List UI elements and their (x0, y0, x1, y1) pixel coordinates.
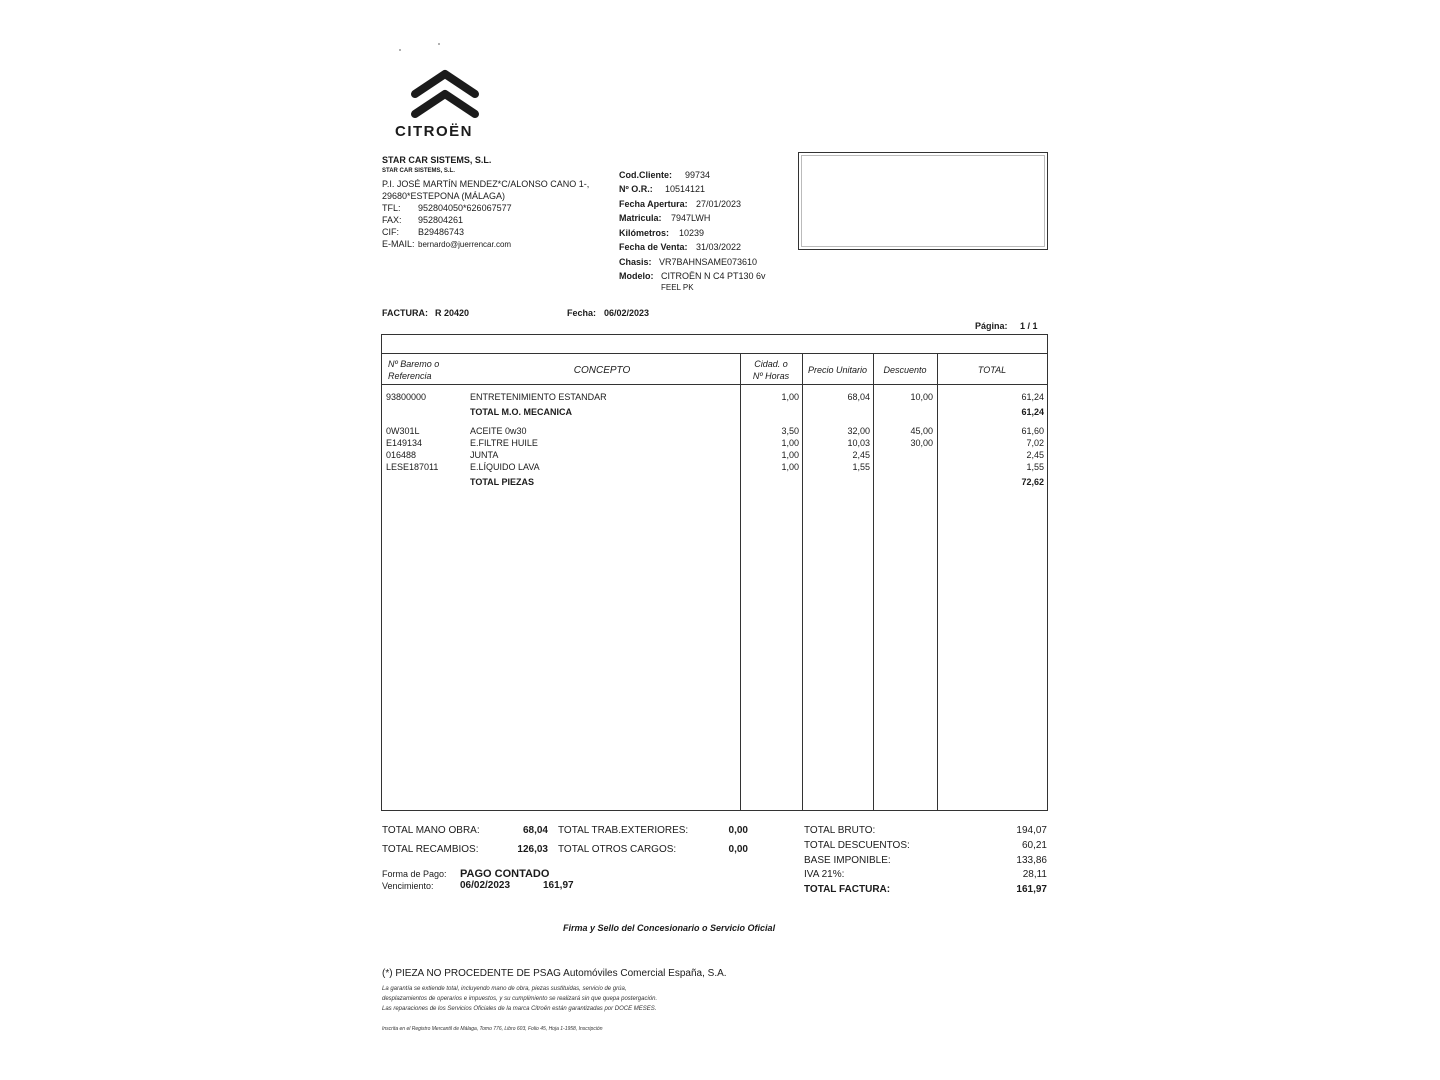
company-email: bernardo@juerrencar.com (418, 240, 512, 249)
descuentos-label: TOTAL DESCUENTOS: (804, 840, 910, 851)
factura-number: R 20420 (435, 308, 470, 318)
header-precio-unitario: Precio Unitario (807, 365, 868, 375)
kilometros: 10239 (679, 228, 705, 238)
company-tel-label: TFL: (382, 203, 401, 213)
kilometros-label: Kilómetros: (619, 228, 670, 238)
pagina: 1 / 1 (1020, 321, 1038, 331)
row-concepto: TOTAL M.O. MECANICA (470, 407, 572, 417)
company-cif-label: CIF: (382, 227, 399, 237)
header-descuento: Descuento (883, 365, 927, 375)
header-referencia-2: Referencia (388, 371, 432, 381)
row-precio: 68,04 (847, 392, 870, 402)
row-total: 72,62 (1021, 477, 1044, 487)
company-email-label: E-MAIL: (382, 239, 415, 249)
matricula: 7947LWH (671, 213, 711, 223)
fecha-apertura: 27/01/2023 (696, 199, 742, 209)
header-referencia-1: Nº Baremo o (388, 359, 440, 369)
row-referencia: E149134 (386, 438, 423, 448)
legal-line-1: La garantía se extiende total, incluyendo mano de obra, piezas sustituidas, servicio de grúa, (382, 986, 627, 992)
modelo-line-2: FEEL PK (661, 283, 694, 292)
fecha-venta: 31/03/2022 (696, 242, 742, 252)
address-window (798, 152, 1048, 250)
row-concepto: JUNTA (470, 450, 499, 460)
company-fax: 952804261 (418, 215, 464, 225)
modelo-label: Modelo: (619, 271, 654, 281)
row-total: 2,45 (1026, 450, 1044, 460)
descuentos: 60,21 (1021, 840, 1047, 851)
signature-caption: Firma y Sello del Concesionario o Servicio Oficial (563, 923, 776, 933)
row-concepto: E.LÍQUIDO LAVA (470, 462, 540, 472)
company-fax-label: FAX: (382, 215, 402, 225)
iva: 28,11 (1022, 869, 1047, 880)
row-total: 61,24 (1021, 407, 1044, 417)
row-total: 61,60 (1021, 426, 1044, 436)
scan-speck (399, 49, 401, 51)
row-precio: 2,45 (852, 450, 870, 460)
company-address-2: 29680*ESTEPONA (MÁLAGA) (382, 191, 506, 201)
forma-pago: PAGO CONTADO (460, 868, 550, 880)
row-referencia: 0W301L (386, 426, 420, 436)
brand-logo (395, 66, 495, 142)
row-precio: 1,55 (852, 462, 870, 472)
base: 133,86 (1016, 855, 1047, 866)
forma-pago-label: Forma de Pago: (382, 869, 447, 879)
company-subname: STAR CAR SISTEMS, S.L. (382, 168, 455, 174)
chasis: VR7BAHNSAME073610 (659, 257, 758, 267)
otros-label: TOTAL OTROS CARGOS: (558, 844, 677, 855)
mano-obra: 68,04 (522, 825, 548, 836)
vencimiento-label: Vencimiento: (382, 881, 434, 891)
header-cantidad-2: Nº Horas (752, 371, 790, 381)
factura-total: 161,97 (1016, 884, 1047, 895)
row-precio: 32,00 (847, 426, 870, 436)
row-concepto: ENTRETENIMIENTO ESTANDAR (470, 392, 607, 402)
citroen-chevrons-icon (395, 66, 495, 122)
row-cantidad: 3,50 (781, 426, 799, 436)
psag-note: (*) PIEZA NO PROCEDENTE DE PSAG Automóviles Comercial España, S.A. (382, 968, 727, 979)
brand-name: CITROËN (395, 123, 473, 140)
fecha: 06/02/2023 (604, 308, 650, 318)
vencimiento-importe: 161,97 (543, 880, 574, 891)
legal-line-2: desplazamientos de operarios e impuestos, y su cumplimiento se realizará sin que quepa postergación. (382, 996, 658, 1002)
chasis-label: Chasis: (619, 257, 652, 267)
factura-total-label: TOTAL FACTURA: (804, 884, 891, 895)
fecha-label: Fecha: (567, 308, 597, 318)
company-address-1: P.I. JOSÉ MARTÍN MENDEZ*C/ALONSO CANO 1-, (382, 179, 590, 189)
row-descuento: 45,00 (910, 426, 933, 436)
row-descuento: 30,00 (910, 438, 933, 448)
row-total: 61,24 (1021, 392, 1044, 402)
header-cantidad-1: Cidad. o (754, 359, 788, 369)
recambios: 126,03 (517, 844, 548, 855)
company-tel: 952804050*626067577 (418, 203, 512, 213)
row-cantidad: 1,00 (781, 392, 799, 402)
trab-ext: 0,00 (728, 825, 748, 836)
vencimiento-fecha: 06/02/2023 (460, 880, 511, 891)
row-referencia: 016488 (386, 450, 417, 460)
bruto-label: TOTAL BRUTO: (804, 825, 876, 836)
base-label: BASE IMPONIBLE: (804, 855, 891, 866)
legal-line-3: Las reparaciones de los Servicios Oficiales de la marca Citroën están garantizadas por DOCE MESES. (382, 1006, 657, 1012)
no-or: 10514121 (665, 184, 706, 194)
row-concepto: ACEITE 0w30 (470, 426, 527, 436)
otros: 0,00 (728, 844, 748, 855)
fecha-apertura-label: Fecha Apertura: (619, 199, 688, 209)
no-or-label: Nº O.R.: (619, 184, 653, 194)
recambios-label: TOTAL RECAMBIOS: (382, 844, 479, 855)
row-referencia: LESE187011 (386, 462, 439, 472)
pagina-label: Página: (975, 321, 1008, 331)
row-descuento: 10,00 (910, 392, 933, 402)
trab-ext-label: TOTAL TRAB.EXTERIORES: (558, 825, 689, 836)
row-cantidad: 1,00 (781, 438, 799, 448)
row-concepto: E.FILTRE HUILE (470, 438, 538, 448)
cod-cliente: 99734 (685, 170, 711, 180)
factura-label: FACTURA: (382, 308, 428, 318)
header-concepto: CONCEPTO (573, 365, 631, 376)
row-total: 1,55 (1026, 462, 1044, 472)
cod-cliente-label: Cod.Cliente: (619, 170, 672, 180)
invoice-table (381, 334, 1048, 811)
header-total: TOTAL (977, 365, 1007, 375)
company-name: STAR CAR SISTEMS, S.L. (382, 155, 492, 165)
row-referencia: 93800000 (386, 392, 427, 402)
company-cif: B29486743 (418, 227, 465, 237)
row-total: 7,02 (1026, 438, 1044, 448)
row-precio: 10,03 (847, 438, 870, 448)
row-cantidad: 1,00 (781, 462, 799, 472)
mano-obra-label: TOTAL MANO OBRA: (382, 825, 480, 836)
matricula-label: Matricula: (619, 213, 662, 223)
registry-line: Inscrita en el Registro Mercantil de Málaga, Tomo 776, Libro 603, Folio 45, Hoja 1-1958, Inscripción (382, 1026, 603, 1032)
modelo-line-1: CITROËN N C4 PT130 6v (661, 271, 766, 281)
row-concepto: TOTAL PIEZAS (470, 477, 535, 487)
iva-label: IVA 21%: (804, 869, 845, 880)
fecha-venta-label: Fecha de Venta: (619, 242, 688, 252)
bruto: 194,07 (1016, 825, 1047, 836)
row-cantidad: 1,00 (781, 450, 799, 460)
scan-speck (438, 43, 440, 45)
